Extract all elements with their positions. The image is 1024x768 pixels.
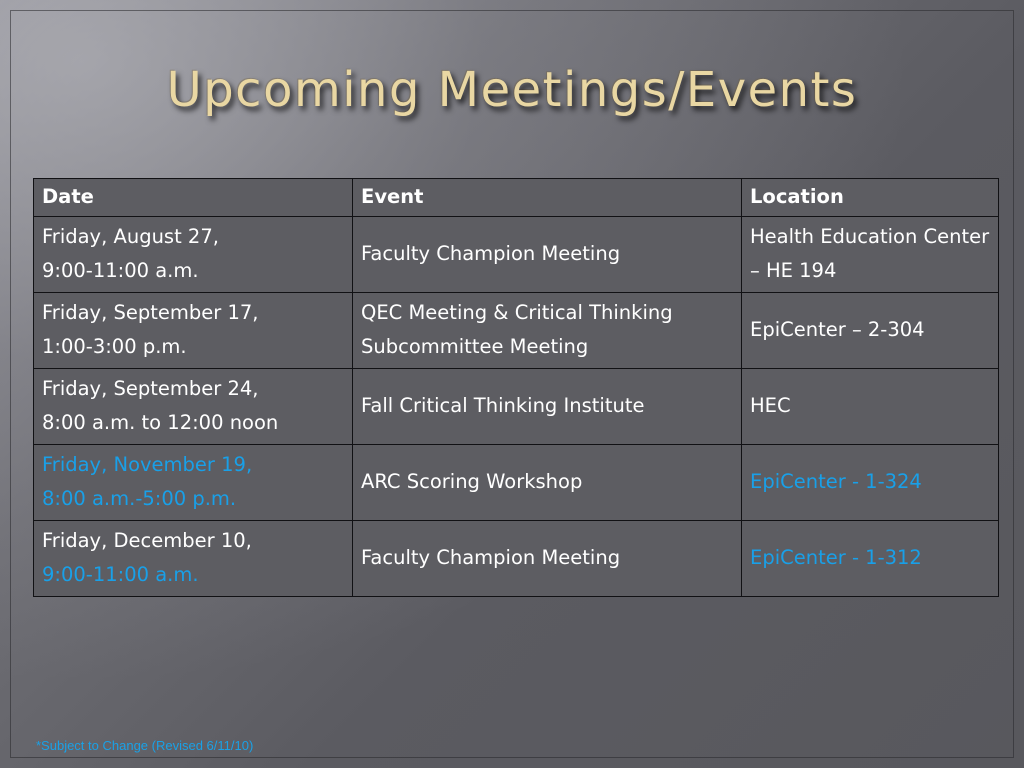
- table-row: [34, 445, 999, 521]
- date-day: Friday, September 17,: [42, 301, 259, 324]
- location-cell: EpiCenter – 2-304: [742, 293, 999, 369]
- date-cell: [34, 293, 353, 369]
- header-date: Date: [34, 179, 353, 217]
- header-location: Location: [742, 179, 999, 217]
- events-table: [33, 178, 999, 597]
- location-cell: Health Education Center – HE 194: [742, 217, 999, 293]
- table-row: [34, 293, 999, 369]
- footnote: *Subject to Change (Revised 6/11/10): [36, 738, 254, 753]
- date-cell: [34, 217, 353, 293]
- table-row: [34, 369, 999, 445]
- event-cell: ARC Scoring Workshop: [353, 445, 742, 521]
- date-day: Friday, August 27,: [42, 225, 219, 248]
- table-row: [34, 217, 999, 293]
- date-time: 8:00 a.m. to 12:00 noon: [42, 411, 279, 434]
- date-time: 9:00-11:00 a.m.: [42, 259, 199, 282]
- event-cell: QEC Meeting & Critical Thinking Subcommittee Meeting: [353, 293, 742, 369]
- table-header-row: [34, 179, 999, 217]
- date-time: 8:00 a.m.-5:00 p.m.: [42, 487, 237, 510]
- header-event: Event: [353, 179, 742, 217]
- date-time: 1:00-3:00 p.m.: [42, 335, 187, 358]
- location-cell: HEC: [742, 369, 999, 445]
- date-day: Friday, December 10,: [42, 529, 252, 552]
- location-cell: EpiCenter - 1-324: [742, 445, 999, 521]
- date-day: Friday, November 19,: [42, 453, 253, 476]
- location-cell: EpiCenter - 1-312: [742, 521, 999, 597]
- date-cell: [34, 445, 353, 521]
- date-cell: [34, 369, 353, 445]
- table-row: [34, 521, 999, 597]
- date-time: 9:00-11:00 a.m.: [42, 563, 199, 586]
- event-cell: Faculty Champion Meeting: [353, 217, 742, 293]
- event-cell: Fall Critical Thinking Institute: [353, 369, 742, 445]
- date-day: Friday, September 24,: [42, 377, 259, 400]
- event-cell: Faculty Champion Meeting: [353, 521, 742, 597]
- slide-title: Upcoming Meetings/Events: [166, 62, 858, 118]
- date-cell: [34, 521, 353, 597]
